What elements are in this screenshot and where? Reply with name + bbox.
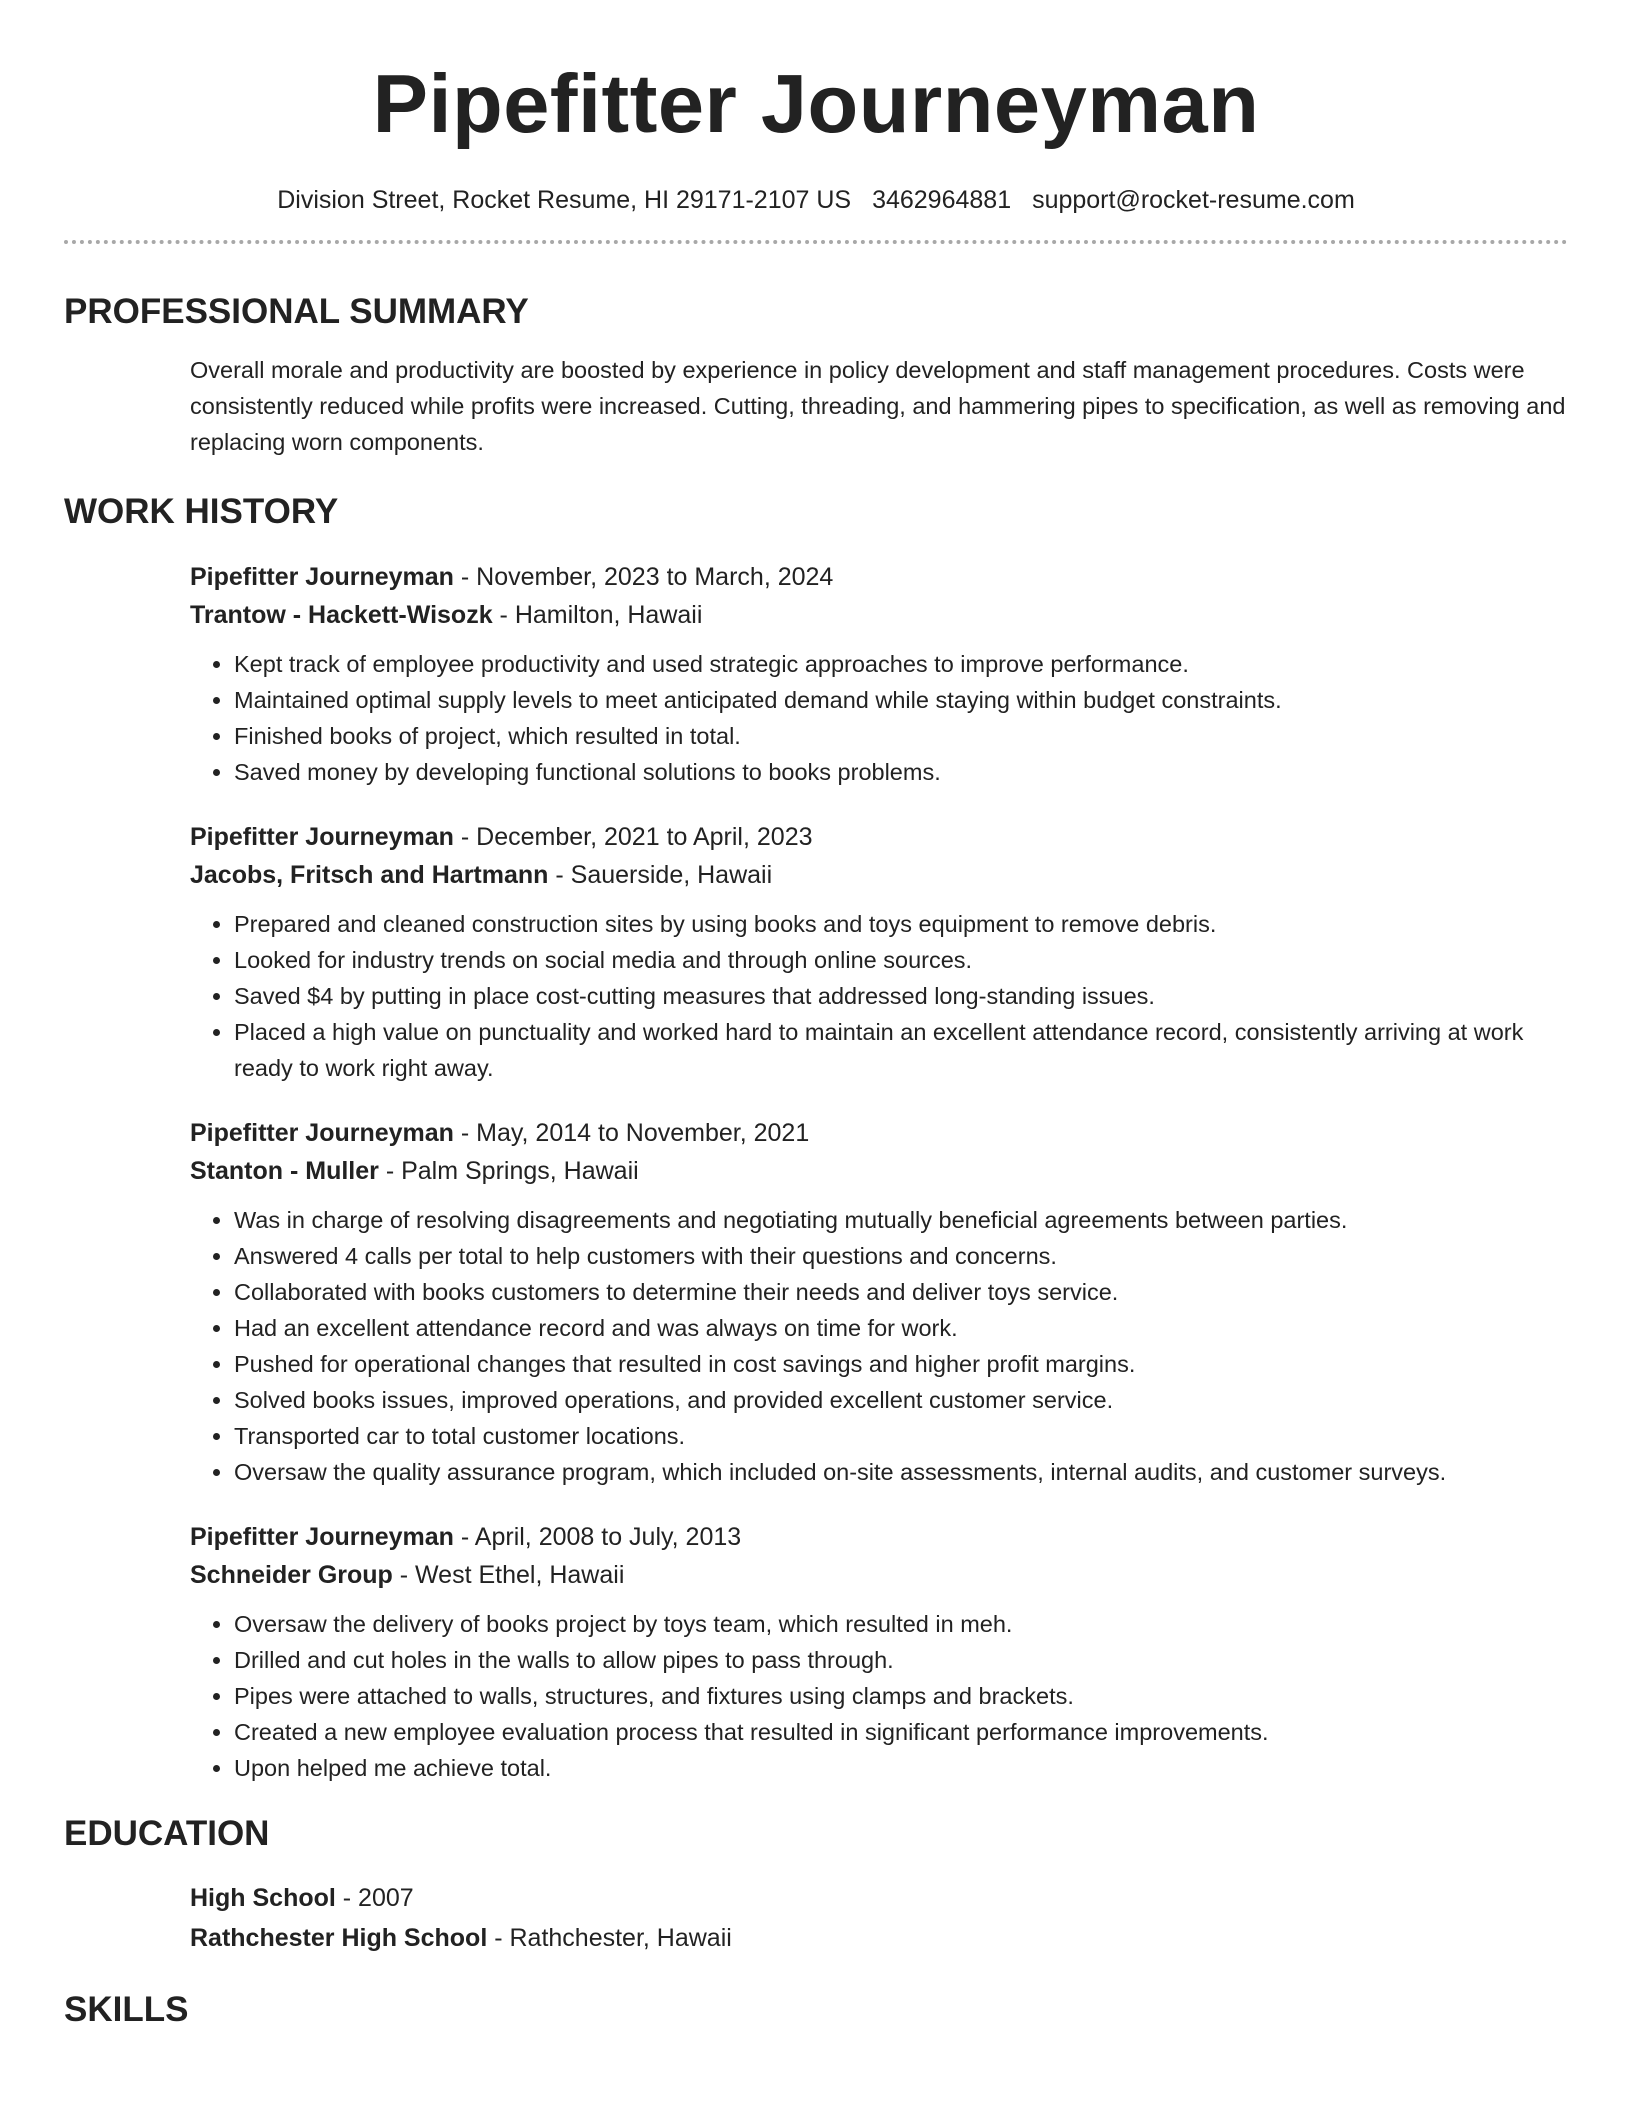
education-location: - Rathchester, Hawaii	[487, 1924, 732, 1952]
job-bullet: • Prepared and cleaned construction sites by using books and toys equipment to remove debris.	[234, 906, 1568, 942]
job-entry	[190, 818, 1568, 1086]
job-dates: - December, 2021 to April, 2023	[453, 823, 813, 851]
job-bullet: • Pushed for operational changes that resulted in cost savings and higher profit margins.	[234, 1346, 1568, 1382]
job-bullet: • Collaborated with books customers to determine their needs and deliver toys service.	[234, 1274, 1568, 1310]
job-company: Trantow - Hackett-Wisozk	[190, 601, 493, 629]
job-company: Schneider Group	[190, 1561, 393, 1589]
job-company-line	[190, 856, 1568, 894]
job-role: Pipefitter Journeyman	[190, 823, 454, 851]
job-company-line	[190, 596, 1568, 634]
job-role: Pipefitter Journeyman	[190, 1119, 454, 1147]
work-history-heading: WORK HISTORY	[64, 492, 339, 531]
job-company: Jacobs, Fritsch and Hartmann	[190, 861, 549, 889]
job-title-line	[190, 1518, 1568, 1556]
job-bullet: • Upon helped me achieve total.	[234, 1750, 1568, 1786]
resume-header	[64, 0, 1568, 216]
job-role: Pipefitter Journeyman	[190, 1523, 454, 1551]
job-location: - Sauerside, Hawaii	[548, 861, 773, 889]
job-bullet: • Created a new employee evaluation process that resulted in significant performance improvements.	[234, 1714, 1568, 1750]
job-bullet: • Finished books of project, which resulted in total.	[234, 718, 1568, 754]
contact-phone: 3462964881	[872, 186, 1012, 214]
job-company: Stanton - Muller	[190, 1157, 379, 1185]
job-bullet: • Placed a high value on punctuality and worked hard to maintain an excellent attendance record, consistently arriving at work ready to work right away.	[234, 1014, 1568, 1086]
job-bullet: • Answered 4 calls per total to help customers with their questions and concerns.	[234, 1238, 1568, 1274]
job-location: - Hamilton, Hawaii	[492, 601, 703, 629]
education-year: - 2007	[335, 1884, 414, 1912]
job-company-line	[190, 1556, 1568, 1594]
job-dates: - April, 2008 to July, 2013	[453, 1523, 742, 1551]
job-entry	[190, 558, 1568, 790]
job-bullet: • Kept track of employee productivity and used strategic approaches to improve performance.	[234, 646, 1568, 682]
job-bullet: • Oversaw the quality assurance program, which included on-site assessments, internal audits, and customer surveys.	[234, 1454, 1568, 1490]
job-dates: - May, 2014 to November, 2021	[453, 1119, 810, 1147]
job-entry	[190, 1518, 1568, 1786]
job-bullets	[190, 906, 1568, 1086]
education-degree-line	[190, 1878, 1568, 1918]
candidate-name: Pipefitter Journeyman	[372, 57, 1260, 150]
job-bullet: • Oversaw the delivery of books project by toys team, which resulted in meh.	[234, 1606, 1568, 1642]
job-company-line	[190, 1152, 1568, 1190]
job-bullet: • Was in charge of resolving disagreements and negotiating mutually beneficial agreements between parties.	[234, 1202, 1568, 1238]
job-bullet: • Drilled and cut holes in the walls to allow pipes to pass through.	[234, 1642, 1568, 1678]
header-divider	[64, 240, 1568, 244]
education-school: Rathchester High School	[190, 1924, 488, 1952]
job-bullets	[190, 1202, 1568, 1490]
job-bullet: • Saved money by developing functional solutions to books problems.	[234, 754, 1568, 790]
education-section	[64, 1878, 1568, 1958]
education-heading: EDUCATION	[64, 1814, 270, 1853]
summary-section	[64, 352, 1568, 460]
job-bullet: • Transported car to total customer locations.	[234, 1418, 1568, 1454]
job-bullets	[190, 646, 1568, 790]
job-dates: - November, 2023 to March, 2024	[453, 563, 834, 591]
job-bullet: • Pipes were attached to walls, structures, and fixtures using clamps and brackets.	[234, 1678, 1568, 1714]
job-role: Pipefitter Journeyman	[190, 563, 454, 591]
education-school-line	[190, 1918, 1568, 1958]
job-bullet: • Had an excellent attendance record and was always on time for work.	[234, 1310, 1568, 1346]
summary-heading: PROFESSIONAL SUMMARY	[64, 292, 529, 331]
contact-email: support@rocket-resume.com	[1032, 186, 1355, 214]
contact-address: Division Street, Rocket Resume, HI 29171-2107 US	[277, 186, 852, 214]
job-title-line	[190, 1114, 1568, 1152]
job-entry	[190, 1114, 1568, 1490]
job-location: - West Ethel, Hawaii	[392, 1561, 625, 1589]
summary-text: Overall morale and productivity are boosted by experience in policy development and staff management procedures. Costs were consistently reduced while profits were increased. Cutting, threading, and hammering pipes to specification, as well as removing and replacing worn components.	[190, 357, 1566, 455]
education-degree: High School	[190, 1884, 336, 1912]
skills-heading: SKILLS	[64, 1990, 189, 2029]
job-title-line	[190, 818, 1568, 856]
job-bullet: • Saved $4 by putting in place cost-cutting measures that addressed long-standing issues.	[234, 978, 1568, 1014]
job-bullet: • Looked for industry trends on social media and through online sources.	[234, 942, 1568, 978]
work-history-section	[64, 558, 1568, 1786]
job-title-line	[190, 558, 1568, 596]
job-location: - Palm Springs, Hawaii	[378, 1157, 639, 1185]
job-bullets	[190, 1606, 1568, 1786]
job-bullet: • Solved books issues, improved operations, and provided excellent customer service.	[234, 1382, 1568, 1418]
contact-line	[64, 184, 1568, 216]
job-bullet: • Maintained optimal supply levels to meet anticipated demand while staying within budget constraints.	[234, 682, 1568, 718]
